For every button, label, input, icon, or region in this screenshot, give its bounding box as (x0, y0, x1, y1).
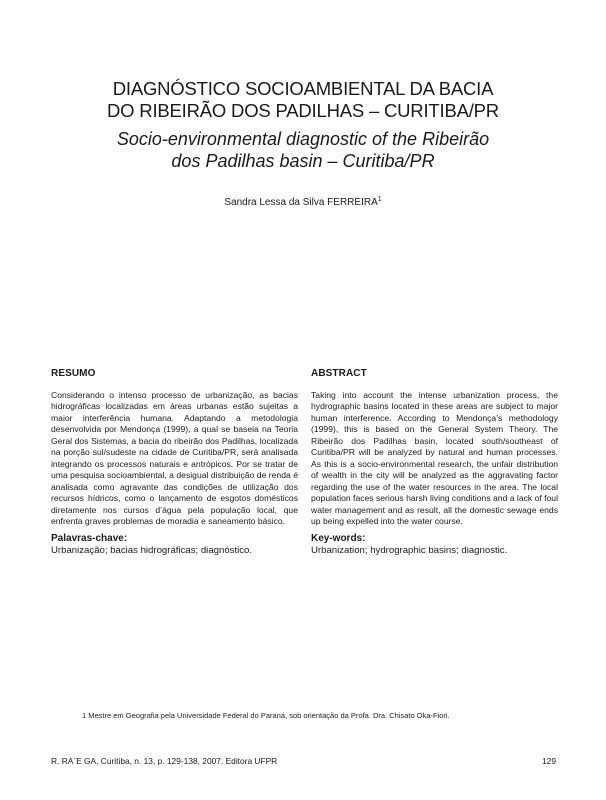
page-footer (51, 756, 556, 766)
page-number: 129 (542, 756, 556, 766)
footnote: 1 Mestre em Geografia pela Universidade Federal do Paraná, sob orientação da Profa. Dra. Chisato Oka-Fiori. (82, 711, 450, 720)
journal-citation: R. RA´E GA, Curitiba, n. 13, p. 129-138, 2007. Editora UFPR (51, 756, 278, 766)
title-line-1: DIAGNÓSTICO SOCIOAMBIENTAL DA BACIA (112, 78, 494, 99)
resumo-body: Considerando o intenso processo de urbanização, as bacias hidrográficas localizadas em áreas urbanas estão sujeitas a maior interferência humana. Adaptando a metodologia desenvolvida por Mendonça (1999), a qual se baseia na Teoria Geral dos Sistemas, a bacia do ribeirão dos Padilhas, localizada na porção sul/sudeste na cidade de Curitiba/PR, será analisada integrando os processos naturais e antrópicos. Por se tratar de uma pesquisa socioambiental, a desigual distribuição de renda é analisada como agravante das condições de utilização dos recursos hídricos, como o lançamento de esgotos domésticos diretamente nos cursos d’água pela população local, que enfrenta graves problemas de moradia e saneamento básico. (51, 390, 298, 526)
paper-subtitle (0, 128, 606, 172)
resumo-heading: RESUMO (51, 368, 96, 379)
title-line-2: DO RIBEIRÃO DOS PADILHAS – CURITIBA/PR (107, 100, 499, 121)
author-name: Sandra Lessa da Silva FERREIRA (224, 197, 378, 208)
abstract-column (311, 368, 558, 557)
subtitle-line-1: Socio-environmental diagnostic of the Ribeirão (116, 129, 490, 149)
paper-title (0, 78, 606, 122)
palavras-chave-heading: Palavras-chave: (51, 533, 128, 545)
key-words: Urbanization; hydrographic basins; diagnostic. (311, 545, 508, 557)
author-line (0, 196, 606, 208)
key-words-heading: Key-words: (311, 533, 366, 545)
palavras-chave: Urbanização; bacias hidrográficas; diagnóstico. (51, 545, 253, 557)
author-footnote-marker: 1 (377, 196, 382, 203)
abstract-heading: ABSTRACT (311, 368, 367, 379)
subtitle-line-2: dos Padilhas basin – Curitiba/PR (171, 151, 435, 171)
resumo-column (51, 368, 298, 557)
abstract-body: Taking into account the intense urbanization process, the hydrographic basins located in these areas are subject to major human interference. According to Mendonça’s methodology (1999), this is based on the General System Theory. The Ribeirão dos Padilhas basin, located south/southeast of Curitiba/PR will be analyzed by natural and human processes. As this is a socio-environmental research, the unfair distribution of wealth in the city will be analyzed as the aggravating factor regarding the use of the water resources in the area. The local population faces serious harsh living conditions and a lack of foul water management and as result, all the domestic sewage ends up being expelled into the water course. (311, 390, 558, 526)
